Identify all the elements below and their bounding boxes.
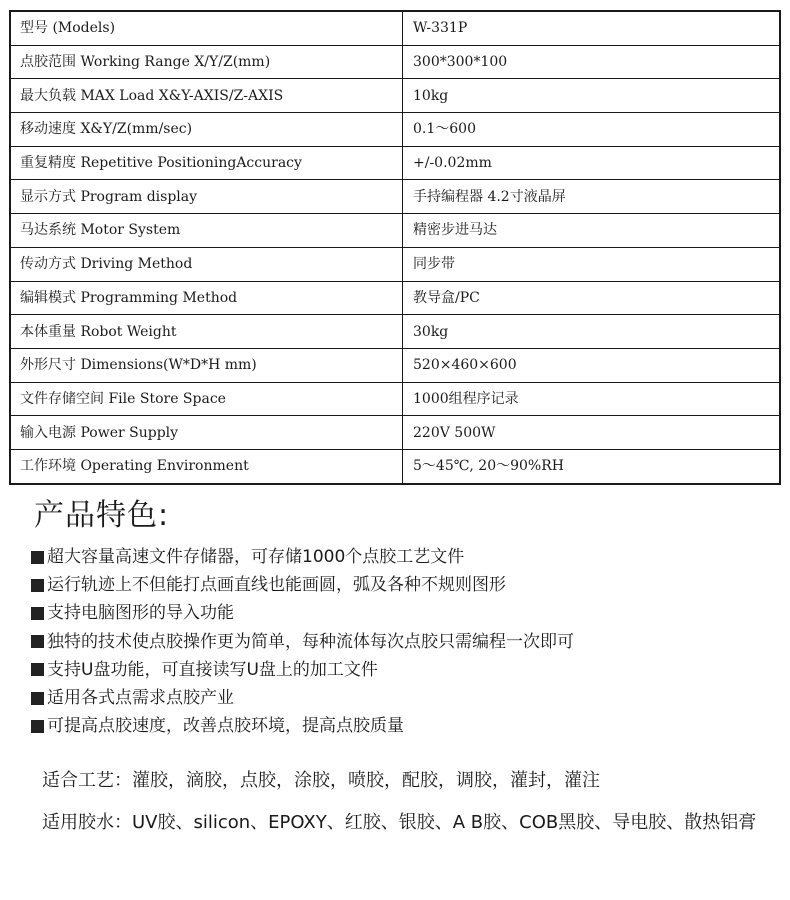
spec-value: 220V 500W bbox=[403, 416, 781, 450]
spec-row bbox=[10, 247, 780, 281]
feature-item bbox=[31, 543, 574, 571]
applications-text: 适合工艺：灌胶，滴胶，点胶，涂胶，喷胶，配胶，调胶，灌封，灌注 bbox=[42, 770, 600, 791]
spec-row bbox=[10, 315, 780, 349]
spec-label: 点胶范围 Working Range X/Y/Z(mm) bbox=[10, 45, 403, 79]
features-list bbox=[31, 543, 574, 740]
spec-table-body bbox=[10, 11, 780, 484]
spec-row bbox=[10, 113, 780, 147]
spec-row bbox=[10, 449, 780, 483]
spec-label: 工作环境 Operating Environment bbox=[10, 449, 403, 483]
spec-value: 手持编程器 4.2寸液晶屏 bbox=[403, 180, 781, 214]
spec-label: 外形尺寸 Dimensions(W*D*H mm) bbox=[10, 348, 403, 382]
spec-value: 520×460×600 bbox=[403, 348, 781, 382]
features-title: 产品特色: bbox=[34, 498, 170, 533]
spec-value: 300*300*100 bbox=[403, 45, 781, 79]
feature-text: 支持电脑图形的导入功能 bbox=[47, 603, 234, 624]
square-bullet-icon bbox=[31, 551, 44, 564]
spec-label: 输入电源 Power Supply bbox=[10, 416, 403, 450]
spec-table bbox=[9, 10, 781, 485]
square-bullet-icon bbox=[31, 720, 44, 733]
spec-row bbox=[10, 382, 780, 416]
spec-label: 显示方式 Program display bbox=[10, 180, 403, 214]
spec-label: 马达系统 Motor System bbox=[10, 214, 403, 248]
spec-label: 传动方式 Driving Method bbox=[10, 247, 403, 281]
spec-label: 本体重量 Robot Weight bbox=[10, 315, 403, 349]
spec-row bbox=[10, 214, 780, 248]
spec-row bbox=[10, 11, 780, 45]
spec-value: 同步带 bbox=[403, 247, 781, 281]
spec-value: +/-0.02mm bbox=[403, 146, 781, 180]
feature-text: 运行轨迹上不但能打点画直线也能画圆，弧及各种不规则图形 bbox=[47, 575, 506, 596]
feature-item bbox=[31, 684, 574, 712]
spec-row bbox=[10, 79, 780, 113]
square-bullet-icon bbox=[31, 663, 44, 676]
feature-text: 适用各式点需求点胶产业 bbox=[47, 687, 234, 708]
spec-value: W-331P bbox=[403, 11, 781, 45]
spec-row bbox=[10, 45, 780, 79]
square-bullet-icon bbox=[31, 579, 44, 592]
spec-label: 文件存储空间 File Store Space bbox=[10, 382, 403, 416]
square-bullet-icon bbox=[31, 635, 44, 648]
square-bullet-icon bbox=[31, 692, 44, 705]
spec-row bbox=[10, 281, 780, 315]
feature-item bbox=[31, 656, 574, 684]
spec-label: 型号 (Models) bbox=[10, 11, 403, 45]
spec-row bbox=[10, 180, 780, 214]
glues-text: 适用胶水：UV胶、silicon、EPOXY、红胶、银胶、A B胶、COB黑胶、导电胶、散热铝膏 bbox=[42, 812, 757, 833]
square-bullet-icon bbox=[31, 607, 44, 620]
spec-row bbox=[10, 416, 780, 450]
feature-text: 可提高点胶速度，改善点胶环境，提高点胶质量 bbox=[47, 716, 404, 737]
feature-text: 独特的技术使点胶操作更为简单，每种流体每次点胶只需编程一次即可 bbox=[47, 631, 574, 652]
spec-label: 最大负载 MAX Load X&Y-AXIS/Z-AXIS bbox=[10, 79, 403, 113]
spec-value: 精密步进马达 bbox=[403, 214, 781, 248]
spec-value: 30kg bbox=[403, 315, 781, 349]
spec-value: 0.1～600 bbox=[403, 113, 781, 147]
feature-item bbox=[31, 571, 574, 599]
spec-row bbox=[10, 348, 780, 382]
feature-item bbox=[31, 628, 574, 656]
spec-value: 教导盒/PC bbox=[403, 281, 781, 315]
spec-value: 1000组程序记录 bbox=[403, 382, 781, 416]
feature-item bbox=[31, 712, 574, 740]
feature-item bbox=[31, 599, 574, 627]
spec-label: 重复精度 Repetitive PositioningAccuracy bbox=[10, 146, 403, 180]
feature-text: 支持U盘功能，可直接读写U盘上的加工文件 bbox=[47, 659, 378, 680]
spec-row bbox=[10, 146, 780, 180]
spec-label: 编辑模式 Programming Method bbox=[10, 281, 403, 315]
feature-text: 超大容量高速文件存储器，可存储1000个点胶工艺文件 bbox=[47, 547, 465, 567]
spec-value: 10kg bbox=[403, 79, 781, 113]
spec-label: 移动速度 X&Y/Z(mm/sec) bbox=[10, 113, 403, 147]
spec-value: 5～45℃, 20～90%RH bbox=[403, 449, 781, 483]
